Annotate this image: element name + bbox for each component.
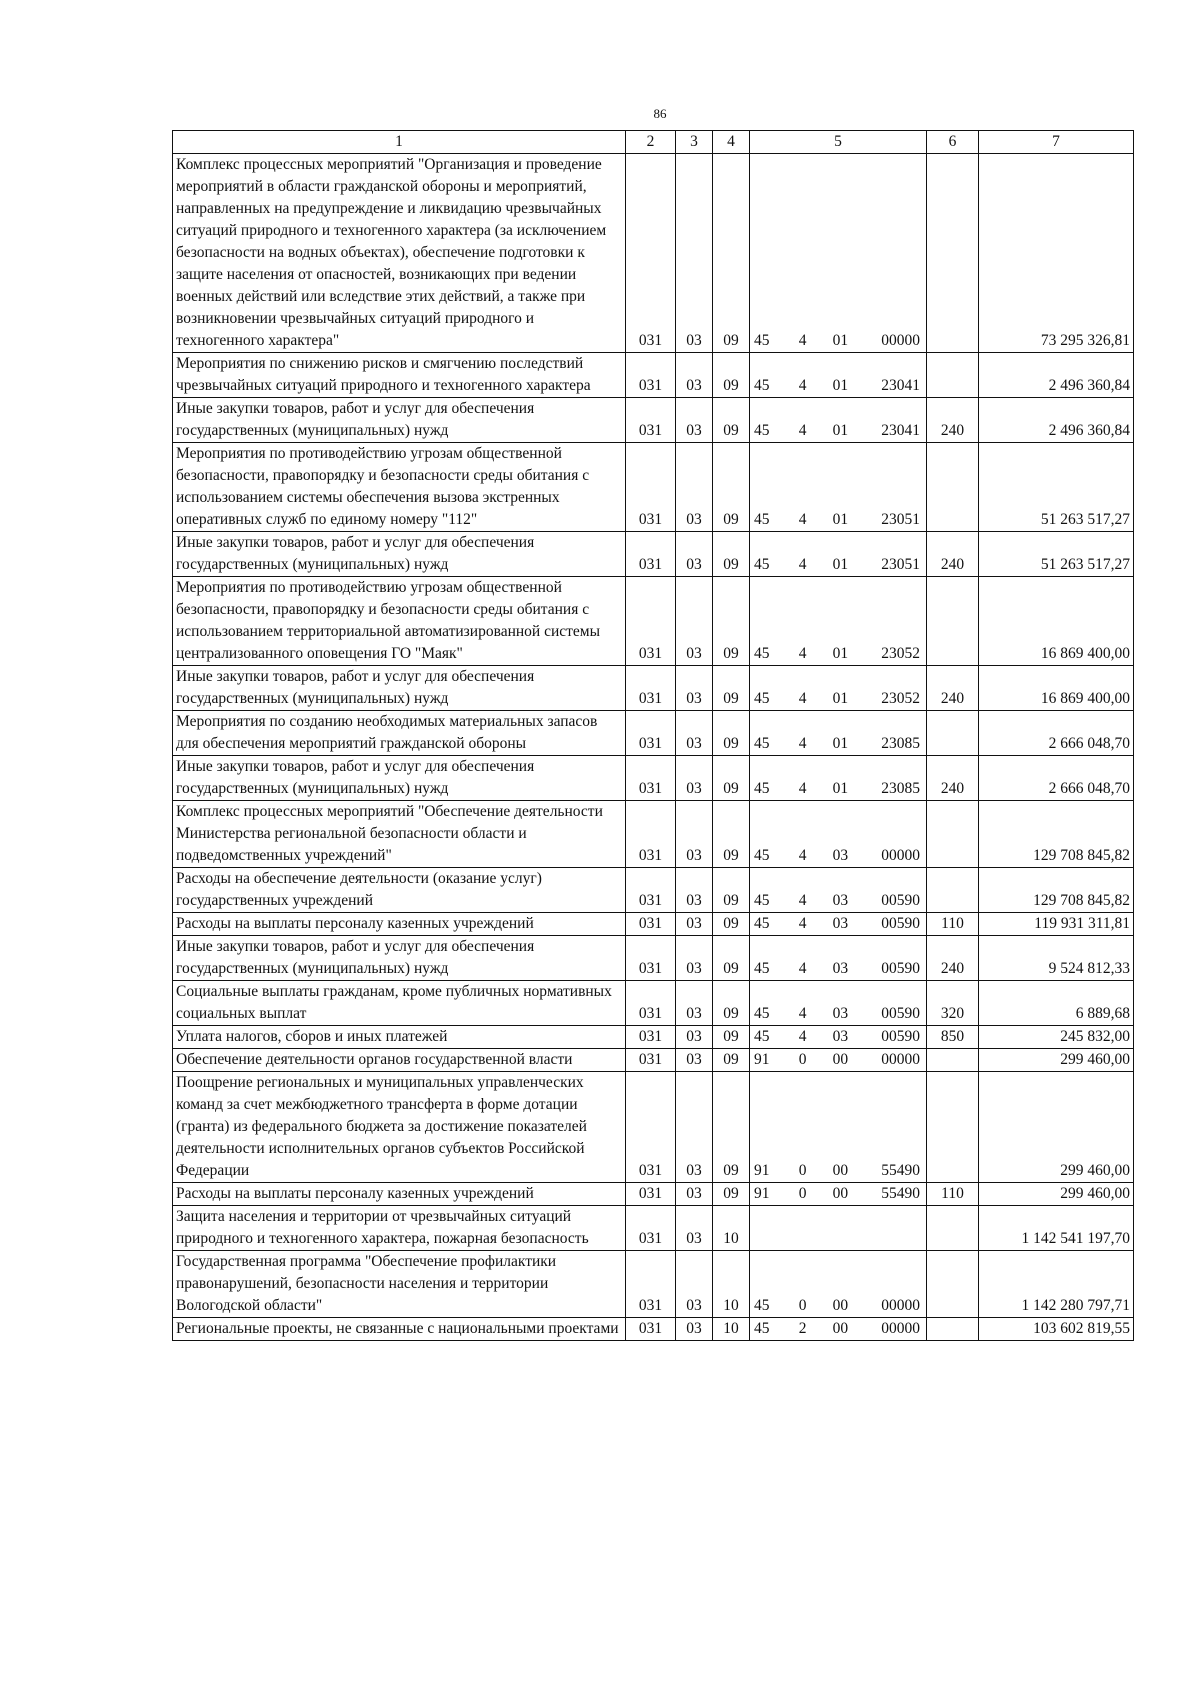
subsection-code: 09 <box>713 398 750 443</box>
program-code: 45 <box>754 332 770 349</box>
main-event-code: 03 <box>832 960 849 977</box>
row-name: Обеспечение деятельности органов государственной власти <box>173 1049 626 1072</box>
row-name: Расходы на выплаты персоналу казенных учреждений <box>173 913 626 936</box>
admin-code: 031 <box>626 913 676 936</box>
table-row <box>173 154 1134 353</box>
table-row <box>173 1183 1134 1206</box>
admin-code: 031 <box>626 443 676 532</box>
admin-code: 031 <box>626 801 676 868</box>
subsection-code: 09 <box>713 443 750 532</box>
direction-code: 23085 <box>881 780 920 797</box>
subsection-code: 09 <box>713 1026 750 1049</box>
section-code: 03 <box>676 443 713 532</box>
header-col-2: 2 <box>626 131 676 154</box>
expense-type-code <box>927 443 979 532</box>
amount: 73 295 326,81 <box>979 154 1134 353</box>
section-code: 03 <box>676 353 713 398</box>
target-article-parts <box>750 509 926 531</box>
main-event-code: 03 <box>832 915 849 932</box>
program-code: 45 <box>754 892 770 909</box>
page-number: 86 <box>653 106 667 121</box>
subsection-code: 09 <box>713 666 750 711</box>
admin-code: 031 <box>626 1183 676 1206</box>
subprogram-code: 0 <box>798 1297 807 1314</box>
amount: 9 524 812,33 <box>979 936 1134 981</box>
section-code: 03 <box>676 801 713 868</box>
amount: 16 869 400,00 <box>979 666 1134 711</box>
main-event-code: 03 <box>832 1028 849 1045</box>
row-name: Мероприятия по противодействию угрозам общественной безопасности, правопорядку и безопасности среды обитания с использованием системы обеспечения вызова экстренных оперативных служб по единому номеру "112" <box>173 443 626 532</box>
amount: 299 460,00 <box>979 1072 1134 1183</box>
main-event-code: 01 <box>832 556 849 573</box>
admin-code: 031 <box>626 756 676 801</box>
expense-type-code <box>927 711 979 756</box>
subprogram-code: 0 <box>798 1162 807 1179</box>
amount: 129 708 845,82 <box>979 868 1134 913</box>
admin-code: 031 <box>626 868 676 913</box>
program-code: 45 <box>754 780 770 797</box>
row-name: Расходы на выплаты персоналу казенных учреждений <box>173 1183 626 1206</box>
table-row <box>173 711 1134 756</box>
header-col-3: 3 <box>676 131 713 154</box>
section-code: 03 <box>676 936 713 981</box>
target-article-parts <box>750 375 926 397</box>
row-name: Мероприятия по созданию необходимых материальных запасов для обеспечения мероприятий гражданской обороны <box>173 711 626 756</box>
main-event-code: 00 <box>832 1297 849 1314</box>
subprogram-code: 4 <box>798 690 807 707</box>
target-article-parts <box>750 890 926 912</box>
expense-type-code: 110 <box>927 1183 979 1206</box>
expense-type-code: 850 <box>927 1026 979 1049</box>
table-row <box>173 1318 1134 1341</box>
target-article-code <box>750 913 927 936</box>
direction-code: 00000 <box>881 1320 920 1337</box>
subprogram-code: 4 <box>798 915 807 932</box>
subprogram-code: 4 <box>798 892 807 909</box>
target-article-code <box>750 1072 927 1183</box>
target-article-code <box>750 868 927 913</box>
main-event-code: 01 <box>832 511 849 528</box>
subsection-code: 09 <box>713 936 750 981</box>
admin-code: 031 <box>626 154 676 353</box>
table-row <box>173 1251 1134 1318</box>
amount: 51 263 517,27 <box>979 443 1134 532</box>
target-article-parts <box>750 1183 926 1205</box>
subprogram-code: 4 <box>798 780 807 797</box>
program-code: 45 <box>754 1005 770 1022</box>
target-article-parts <box>750 554 926 576</box>
expense-type-code <box>927 1072 979 1183</box>
admin-code: 031 <box>626 398 676 443</box>
expense-type-code: 110 <box>927 913 979 936</box>
target-article-parts <box>750 420 926 442</box>
admin-code: 031 <box>626 936 676 981</box>
table-row <box>173 398 1134 443</box>
section-code: 03 <box>676 1251 713 1318</box>
admin-code: 031 <box>626 353 676 398</box>
table-row <box>173 1072 1134 1183</box>
section-code: 03 <box>676 1072 713 1183</box>
target-article-code <box>750 1318 927 1341</box>
header-col-5: 5 <box>750 131 927 154</box>
header-col-7: 7 <box>979 131 1134 154</box>
program-code: 45 <box>754 1297 770 1314</box>
admin-code: 031 <box>626 577 676 666</box>
main-event-code: 00 <box>832 1051 849 1068</box>
expense-type-code: 240 <box>927 532 979 577</box>
expense-type-code: 240 <box>927 936 979 981</box>
budget-table <box>172 130 1134 1341</box>
row-name: Иные закупки товаров, работ и услуг для обеспечения государственных (муниципальных) нужд <box>173 532 626 577</box>
program-code: 91 <box>754 1185 770 1202</box>
target-article-parts <box>750 845 926 867</box>
main-event-code: 01 <box>832 422 849 439</box>
target-article-code <box>750 353 927 398</box>
target-article-code <box>750 577 927 666</box>
subprogram-code: 4 <box>798 960 807 977</box>
direction-code: 00000 <box>881 847 920 864</box>
main-event-code: 00 <box>832 1320 849 1337</box>
direction-code: 23085 <box>881 735 920 752</box>
expense-type-code: 240 <box>927 756 979 801</box>
expense-type-code <box>927 868 979 913</box>
direction-code: 00000 <box>881 1051 920 1068</box>
direction-code: 00000 <box>881 1297 920 1314</box>
table-row <box>173 577 1134 666</box>
row-name: Мероприятия по снижению рисков и смягчению последствий чрезвычайных ситуаций природного и техногенного характера <box>173 353 626 398</box>
amount: 6 889,68 <box>979 981 1134 1026</box>
amount: 245 832,00 <box>979 1026 1134 1049</box>
admin-code: 031 <box>626 1026 676 1049</box>
row-name: Социальные выплаты гражданам, кроме публичных нормативных социальных выплат <box>173 981 626 1026</box>
expense-type-code <box>927 801 979 868</box>
target-article-parts <box>750 1003 926 1025</box>
target-article-code <box>750 443 927 532</box>
table-row <box>173 443 1134 532</box>
header-col-6: 6 <box>927 131 979 154</box>
program-code: 45 <box>754 1028 770 1045</box>
target-article-code <box>750 1026 927 1049</box>
target-article-parts <box>750 688 926 710</box>
row-name: Комплекс процессных мероприятий "Обеспечение деятельности Министерства региональной безопасности области и подведомственных учреждений" <box>173 801 626 868</box>
subsection-code: 09 <box>713 577 750 666</box>
direction-code: 00590 <box>881 892 920 909</box>
section-code: 03 <box>676 868 713 913</box>
subsection-code: 09 <box>713 913 750 936</box>
admin-code: 031 <box>626 666 676 711</box>
amount: 2 666 048,70 <box>979 756 1134 801</box>
main-event-code: 01 <box>832 735 849 752</box>
amount: 16 869 400,00 <box>979 577 1134 666</box>
program-code: 45 <box>754 847 770 864</box>
table-row <box>173 1206 1134 1251</box>
subsection-code: 09 <box>713 1072 750 1183</box>
subprogram-code: 4 <box>798 1005 807 1022</box>
row-name: Поощрение региональных и муниципальных управленческих команд за счет межбюджетного трансферта в форме дотации (гранта) из федерального бюджета за достижение показателей деятельности исполнительных органов субъектов Российской Федерации <box>173 1072 626 1183</box>
target-article-parts <box>750 1049 926 1071</box>
target-article-code <box>750 398 927 443</box>
subprogram-code: 4 <box>798 511 807 528</box>
target-article-code <box>750 1206 927 1251</box>
subprogram-code: 4 <box>798 556 807 573</box>
table-row <box>173 353 1134 398</box>
amount: 129 708 845,82 <box>979 801 1134 868</box>
subprogram-code: 4 <box>798 422 807 439</box>
direction-code: 00590 <box>881 960 920 977</box>
direction-code: 00590 <box>881 1028 920 1045</box>
direction-code: 00000 <box>881 332 920 349</box>
target-article-code <box>750 936 927 981</box>
row-name: Уплата налогов, сборов и иных платежей <box>173 1026 626 1049</box>
main-event-code: 00 <box>832 1185 849 1202</box>
admin-code: 031 <box>626 1072 676 1183</box>
section-code: 03 <box>676 1183 713 1206</box>
table-row <box>173 666 1134 711</box>
subprogram-code: 4 <box>798 1028 807 1045</box>
program-code: 45 <box>754 422 770 439</box>
expense-type-code: 240 <box>927 398 979 443</box>
subprogram-code: 2 <box>798 1320 807 1337</box>
direction-code: 23052 <box>881 645 920 662</box>
expense-type-code <box>927 1049 979 1072</box>
table-row <box>173 981 1134 1026</box>
section-code: 03 <box>676 532 713 577</box>
subprogram-code: 4 <box>798 377 807 394</box>
subsection-code: 09 <box>713 756 750 801</box>
target-article-parts <box>750 778 926 800</box>
section-code: 03 <box>676 711 713 756</box>
target-article-parts <box>750 1295 926 1317</box>
main-event-code: 00 <box>832 1162 849 1179</box>
direction-code: 00590 <box>881 1005 920 1022</box>
program-code: 45 <box>754 377 770 394</box>
row-name: Иные закупки товаров, работ и услуг для обеспечения государственных (муниципальных) нужд <box>173 936 626 981</box>
admin-code: 031 <box>626 711 676 756</box>
subsection-code: 09 <box>713 711 750 756</box>
subsection-code: 10 <box>713 1206 750 1251</box>
expense-type-code: 240 <box>927 666 979 711</box>
subprogram-code: 4 <box>798 735 807 752</box>
table-row <box>173 936 1134 981</box>
main-event-code: 01 <box>832 645 849 662</box>
target-article-code <box>750 1251 927 1318</box>
row-name: Иные закупки товаров, работ и услуг для обеспечения государственных (муниципальных) нужд <box>173 756 626 801</box>
target-article-parts <box>750 1160 926 1182</box>
target-article-code <box>750 711 927 756</box>
target-article-code <box>750 981 927 1026</box>
expense-type-code <box>927 1251 979 1318</box>
program-code: 45 <box>754 1320 770 1337</box>
main-event-code: 01 <box>832 332 849 349</box>
table-row <box>173 801 1134 868</box>
section-code: 03 <box>676 913 713 936</box>
expense-type-code <box>927 1206 979 1251</box>
row-name: Иные закупки товаров, работ и услуг для обеспечения государственных (муниципальных) нужд <box>173 398 626 443</box>
subprogram-code: 4 <box>798 847 807 864</box>
subsection-code: 09 <box>713 353 750 398</box>
subsection-code: 09 <box>713 1049 750 1072</box>
direction-code: 55490 <box>881 1185 920 1202</box>
section-code: 03 <box>676 1049 713 1072</box>
direction-code: 23051 <box>881 556 920 573</box>
expense-type-code <box>927 1318 979 1341</box>
subprogram-code: 0 <box>798 1185 807 1202</box>
subsection-code: 09 <box>713 801 750 868</box>
table-row <box>173 1026 1134 1049</box>
target-article-parts <box>750 1318 926 1340</box>
main-event-code: 01 <box>832 377 849 394</box>
admin-code: 031 <box>626 1318 676 1341</box>
header-col-4: 4 <box>713 131 750 154</box>
target-article-parts <box>750 733 926 755</box>
header-row <box>173 131 1134 154</box>
row-name: Региональные проекты, не связанные с национальными проектами <box>173 1318 626 1341</box>
header-col-1: 1 <box>173 131 626 154</box>
amount: 1 142 280 797,71 <box>979 1251 1134 1318</box>
program-code: 45 <box>754 960 770 977</box>
subprogram-code: 0 <box>798 1051 807 1068</box>
direction-code: 23052 <box>881 690 920 707</box>
expense-type-code <box>927 577 979 666</box>
main-event-code: 03 <box>832 892 849 909</box>
table-row <box>173 756 1134 801</box>
amount: 1 142 541 197,70 <box>979 1206 1134 1251</box>
amount: 103 602 819,55 <box>979 1318 1134 1341</box>
main-event-code: 01 <box>832 780 849 797</box>
amount: 2 496 360,84 <box>979 353 1134 398</box>
section-code: 03 <box>676 1206 713 1251</box>
expense-type-code: 320 <box>927 981 979 1026</box>
target-article-code <box>750 801 927 868</box>
target-article-code <box>750 532 927 577</box>
program-code: 45 <box>754 690 770 707</box>
main-event-code: 03 <box>832 1005 849 1022</box>
expense-type-code <box>927 353 979 398</box>
amount: 119 931 311,81 <box>979 913 1134 936</box>
subprogram-code: 4 <box>798 332 807 349</box>
amount: 299 460,00 <box>979 1049 1134 1072</box>
subsection-code: 10 <box>713 1251 750 1318</box>
main-event-code: 01 <box>832 690 849 707</box>
admin-code: 031 <box>626 981 676 1026</box>
section-code: 03 <box>676 154 713 353</box>
amount: 2 496 360,84 <box>979 398 1134 443</box>
program-code: 45 <box>754 645 770 662</box>
target-article-code <box>750 154 927 353</box>
target-article-code <box>750 1049 927 1072</box>
target-article-parts <box>750 330 926 352</box>
subprogram-code: 4 <box>798 645 807 662</box>
admin-code: 031 <box>626 1049 676 1072</box>
direction-code: 23041 <box>881 377 920 394</box>
program-code: 91 <box>754 1162 770 1179</box>
amount: 51 263 517,27 <box>979 532 1134 577</box>
subsection-code: 09 <box>713 981 750 1026</box>
row-name: Государственная программа "Обеспечение профилактики правонарушений, безопасности населения и территории Вологодской области" <box>173 1251 626 1318</box>
program-code: 45 <box>754 735 770 752</box>
table-row <box>173 1049 1134 1072</box>
table-row <box>173 532 1134 577</box>
admin-code: 031 <box>626 1251 676 1318</box>
section-code: 03 <box>676 666 713 711</box>
program-code: 45 <box>754 511 770 528</box>
row-name: Расходы на обеспечение деятельности (оказание услуг) государственных учреждений <box>173 868 626 913</box>
target-article-code <box>750 756 927 801</box>
target-article-parts <box>750 958 926 980</box>
expense-type-code <box>927 154 979 353</box>
row-name: Комплекс процессных мероприятий "Организация и проведение мероприятий в области гражданской обороны и мероприятий, направленных на предупреждение и ликвидацию чрезвычайных ситуаций природного и техногенного характера (за исключением безопасности на водных объектах), обеспечение подготовки к защите населения от опасностей, возникающих при ведении военных действий или вследствие этих действий, а также при возникновении чрезвычайных ситуаций природного и техногенного характера" <box>173 154 626 353</box>
direction-code: 23041 <box>881 422 920 439</box>
row-name: Мероприятия по противодействию угрозам общественной безопасности, правопорядку и безопасности среды обитания с использованием территориальной автоматизированной системы централизованного оповещения ГО "Маяк" <box>173 577 626 666</box>
section-code: 03 <box>676 756 713 801</box>
subsection-code: 09 <box>713 154 750 353</box>
subsection-code: 10 <box>713 1318 750 1341</box>
subsection-code: 09 <box>713 1183 750 1206</box>
section-code: 03 <box>676 981 713 1026</box>
table-row <box>173 868 1134 913</box>
program-code: 45 <box>754 556 770 573</box>
amount: 2 666 048,70 <box>979 711 1134 756</box>
direction-code: 00590 <box>881 915 920 932</box>
row-name: Защита населения и территории от чрезвычайных ситуаций природного и техногенного характера, пожарная безопасность <box>173 1206 626 1251</box>
admin-code: 031 <box>626 1206 676 1251</box>
program-code: 91 <box>754 1051 770 1068</box>
direction-code: 23051 <box>881 511 920 528</box>
target-article-code <box>750 666 927 711</box>
target-article-parts <box>750 1026 926 1048</box>
target-article-code <box>750 1183 927 1206</box>
row-name: Иные закупки товаров, работ и услуг для обеспечения государственных (муниципальных) нужд <box>173 666 626 711</box>
admin-code: 031 <box>626 532 676 577</box>
target-article-parts <box>750 643 926 665</box>
subsection-code: 09 <box>713 532 750 577</box>
section-code: 03 <box>676 1318 713 1341</box>
section-code: 03 <box>676 577 713 666</box>
amount: 299 460,00 <box>979 1183 1134 1206</box>
table-row <box>173 913 1134 936</box>
program-code: 45 <box>754 915 770 932</box>
main-event-code: 03 <box>832 847 849 864</box>
direction-code: 55490 <box>881 1162 920 1179</box>
subsection-code: 09 <box>713 868 750 913</box>
section-code: 03 <box>676 1026 713 1049</box>
target-article-parts <box>750 913 926 935</box>
section-code: 03 <box>676 398 713 443</box>
